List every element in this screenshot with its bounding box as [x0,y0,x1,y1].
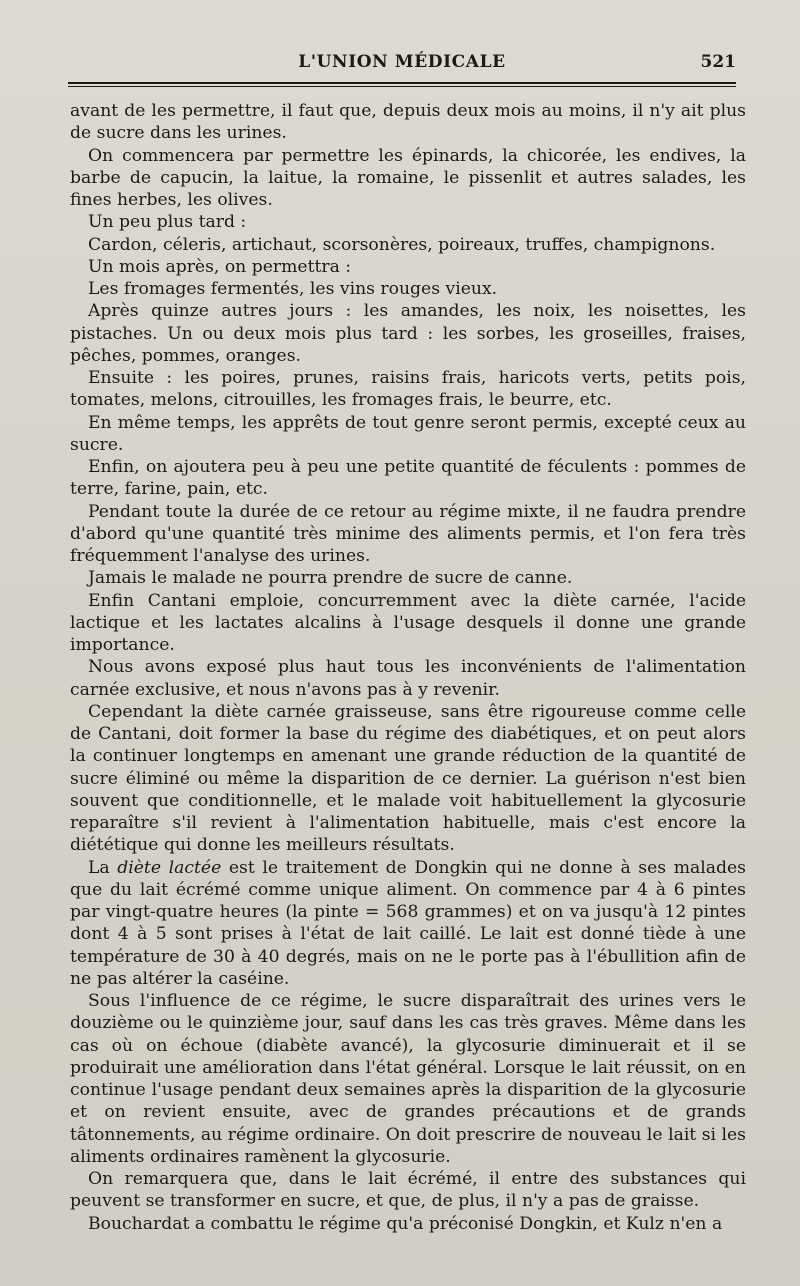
page-number: 521 [700,52,736,72]
header-rule [68,82,736,87]
running-header [68,50,736,80]
paragraph: Un peu plus tard : [88,212,247,233]
emphasis-term: diète lactée [117,857,222,878]
paragraph: Jamais le malade ne pourra prendre de sucre de canne. [88,568,573,589]
paragraph: Bouchardat a combattu le régime qu'a préconisé Dongkin, et Kulz n'en a [88,1213,723,1234]
paragraph: Pendant toute la durée de ce retour au régime mixte, il ne faudra prendre d'abord qu'une quantité très minime des aliments permis, et l'on fera très fréquemment l'analyse des urines. [70,501,746,566]
paragraph: Après quinze autres jours : les amandes, les noix, les noisettes, les pistaches. Un ou deux mois plus tard : les sorbes, les groseilles, fraises, pêches, pommes, oranges. [70,301,746,366]
paragraph: En même temps, les apprêts de tout genre seront permis, excepté ceux au sucre. [70,412,746,455]
paragraph: Un mois après, on permettra : [88,256,352,277]
paragraph: avant de les permettre, il faut que, depuis deux mois au moins, il n'y ait plus de sucre dans les urines. [70,101,746,144]
paragraph: Ensuite : les poires, prunes, raisins frais, haricots verts, petits pois, tomates, melons, citrouilles, les fromages frais, le beurre, etc. [70,368,746,411]
journal-title: L'UNION MÉDICALE [298,52,506,72]
paragraph-text: La [88,857,118,878]
paragraph: Cardon, céleris, artichaut, scorsonères, poireaux, truffes, champignons. [88,234,716,255]
body-text [70,100,746,1235]
paragraph: Sous l'influence de ce régime, le sucre disparaîtrait des urines vers le douzième ou le quinzième jour, sauf dans les cas très graves. Même dans les cas où on échoue (diabète avancé), la glycosurie diminuerait et il se produirait une amélioration dans l'état général. Lorsque le lait réussit, on en continue l'usage pendant deux semaines après la disparition de la glycosurie et on revient ensuite, avec de grandes précautions et de grands tâtonnements, au régime ordinaire. On doit prescrire de nouveau le lait si les aliments ordinaires ramènent la glycosurie. [70,991,746,1167]
paragraph: Enfin Cantani emploie, concurremment avec la diète carnée, l'acide lactique et les lactates alcalins à l'usage desquels il donne une grande importance. [70,590,746,655]
paragraph-text: est le traitement de Dongkin qui ne donne à ses malades que du lait écrémé comme unique aliment. On commence par 4 à 6 pintes par vingt-quatre heures (la pinte = 568 grammes) et on va jusqu'à 12 pintes dont 4 à 5 sont prises à l'état de lait caillé. Le lait est donné tiède à une température de 30 à 40 degrés, mais on ne le porte pas à l'ébullition afin de ne pas altérer la caséine. [70,857,746,989]
paragraph: Nous avons exposé plus haut tous les inconvénients de l'alimentation carnée exclusive, et nous n'avons pas à y revenir. [70,657,746,700]
paragraph-diete-lactee [70,857,746,991]
paragraph: Enfin, on ajoutera peu à peu une petite quantité de féculents : pommes de terre, farine, pain, etc. [70,457,746,500]
paragraph: On remarquera que, dans le lait écrémé, il entre des substances qui peuvent se transformer en sucre, et que, de plus, il n'y a pas de graisse. [70,1169,746,1212]
paragraph: Les fromages fermentés, les vins rouges vieux. [88,279,498,299]
paragraph: On commencera par permettre les épinards, la chicorée, les endives, la barbe de capucin, la laitue, la romaine, le pissenlit et autres salades, les fines herbes, les olives. [70,145,746,210]
paragraph: Cependant la diète carnée graisseuse, sans être rigoureuse comme celle de Cantani, doit former la base du régime des diabétiques, et on peut alors la continuer longtemps en amenant une grande réduction de la quantité de sucre éliminé ou même la disparition de ce dernier. La guérison n'est bien souvent que conditionnelle, et le malade voit habituellement la glycosurie reparaître s'il revient à l'alimentation habituelle, mais c'est encore la diététique qui donne les meilleurs résultats. [70,701,746,856]
